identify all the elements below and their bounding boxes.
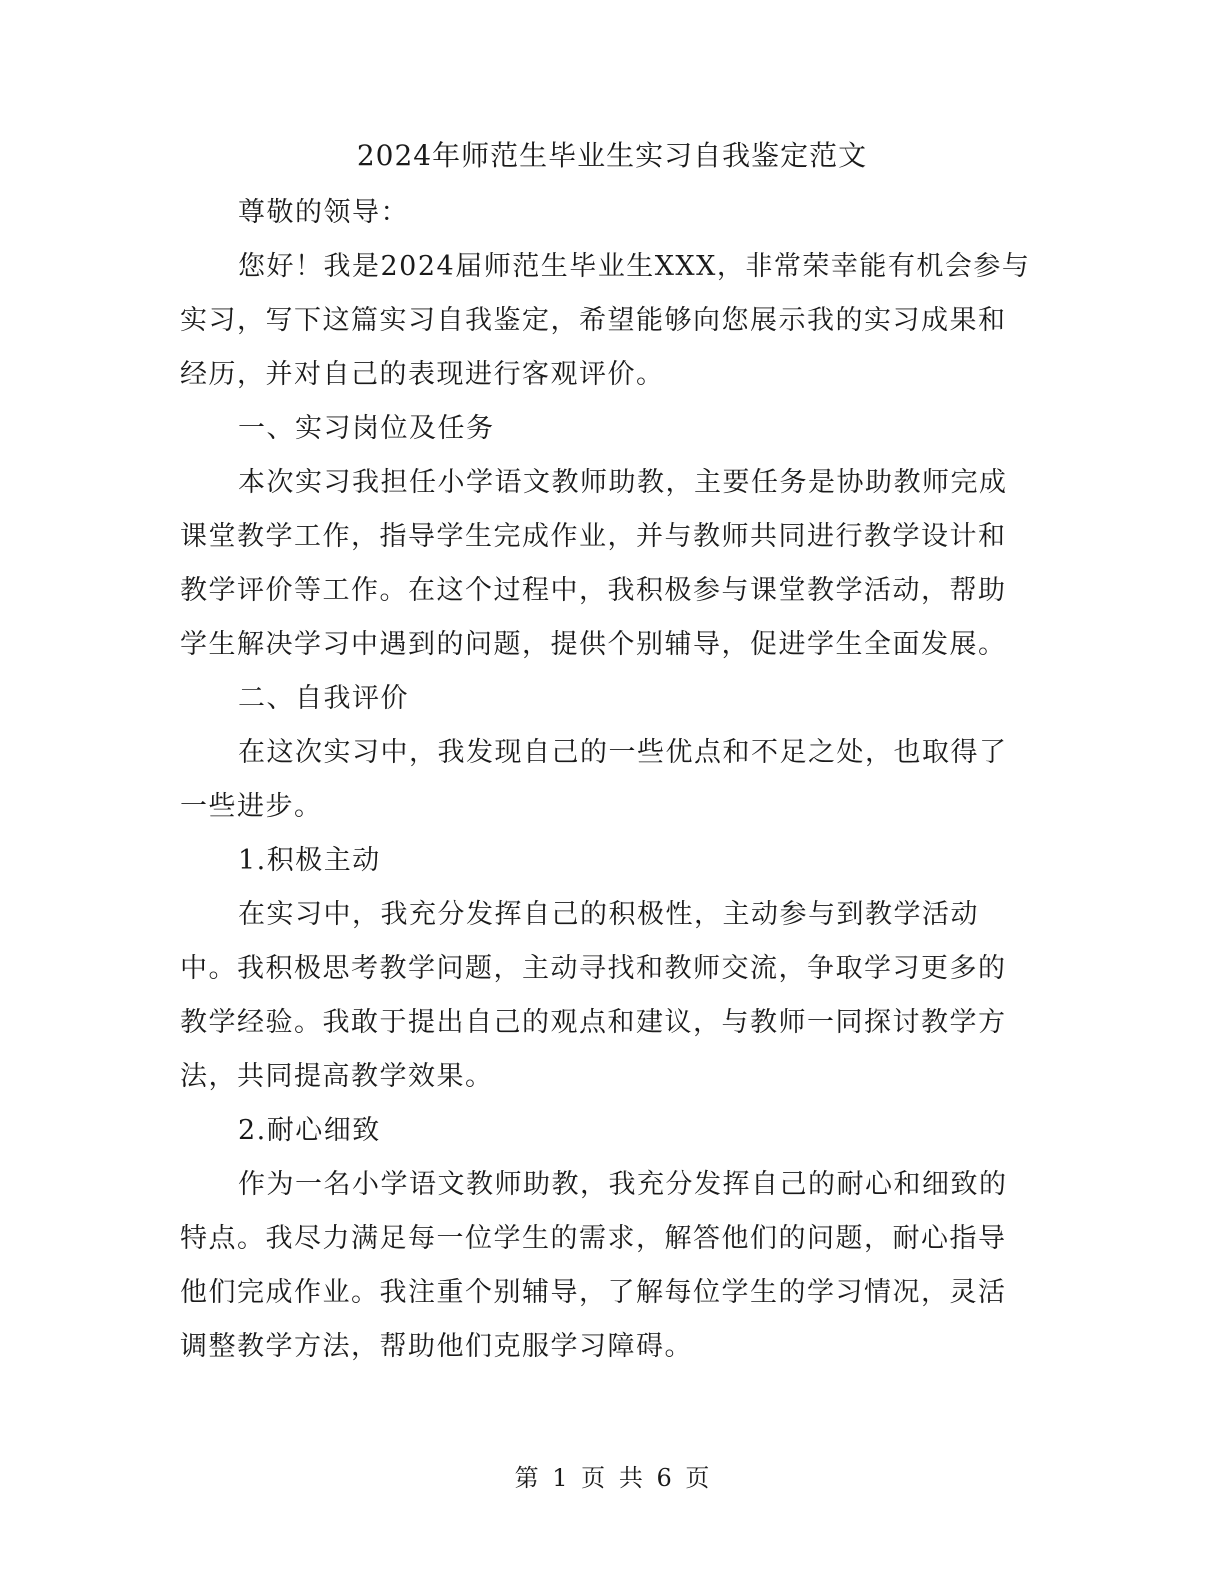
subsection-1-paragraph: 在实习中，我充分发挥自己的积极性，主动参与到教学活动中。我积极思考教学问题，主动寻找和教师交流，争取学习更多的教学经验。我敢于提出自己的观点和建议，与教师一同探讨教学方法，共同提高教学效果。 — [180, 899, 1007, 1092]
subsection-2-paragraph: 作为一名小学语文教师助教，我充分发挥自己的耐心和细致的特点。我尽力满足每一位学生的需求，解答他们的问题，耐心指导他们完成作业。我注重个别辅导，了解每位学生的学习情况，灵活调整教学方法，帮助他们克服学习障碍。 — [180, 1169, 1008, 1362]
subheading-2: 2.耐心细致 — [238, 1115, 381, 1146]
section-heading-2: 二、自我评价 — [238, 683, 409, 714]
document-body — [180, 186, 1032, 1374]
intro-paragraph: 您好！我是2024届师范生毕业生XXX，非常荣幸能有机会参与实习，写下这篇实习自我鉴定，希望能够向您展示我的实习成果和经历，并对自己的表现进行客观评价。 — [180, 251, 1031, 390]
section-heading-1: 一、实习岗位及任务 — [238, 413, 495, 444]
footer-total-pages: 6 — [656, 1464, 672, 1492]
document-title: 2024年师范生毕业生实习自我鉴定范文 — [356, 139, 868, 172]
footer-suffix: 页 — [685, 1464, 710, 1492]
footer-current-page: 1 — [552, 1464, 568, 1492]
page-footer — [0, 1458, 1224, 1498]
salutation: 尊敬的领导： — [238, 197, 409, 228]
section-1-paragraph: 本次实习我担任小学语文教师助教，主要任务是协助教师完成课堂教学工作，指导学生完成作业，并与教师共同进行教学设计和教学评价等工作。在这个过程中，我积极参与课堂教学活动，帮助学生解决学习中遇到的问题，提供个别辅导，促进学生全面发展。 — [180, 467, 1008, 660]
section-2-paragraph: 在这次实习中，我发现自己的一些优点和不足之处，也取得了一些进步。 — [180, 737, 1008, 822]
footer-total-word: 共 — [618, 1464, 643, 1492]
footer-page-word: 页 — [581, 1464, 606, 1492]
footer-prefix: 第 — [514, 1464, 539, 1492]
subheading-1: 1.积极主动 — [238, 845, 381, 876]
